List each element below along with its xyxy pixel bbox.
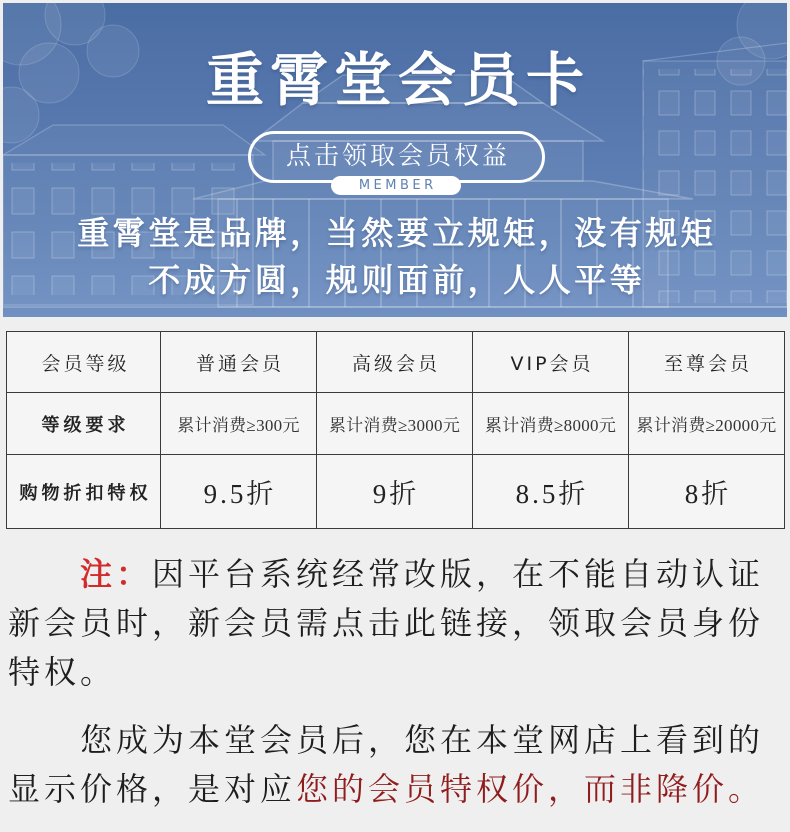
notice-line-2: 新会员时，新会员需点击此链接，领取会员身份	[8, 604, 765, 642]
statement-line-2	[8, 765, 790, 814]
row-header-requirement: 等级要求	[7, 393, 161, 455]
discount-vip: 8.5折	[473, 455, 629, 529]
tier-header-senior: 高级会员	[317, 332, 473, 393]
discount-supreme: 8折	[629, 455, 785, 529]
statement-line-2-text: 显示价格，是对应	[8, 770, 297, 808]
table-row	[7, 393, 785, 455]
notice-line-1-text: 因平台系统经常改版，在不能自动认证	[152, 555, 765, 593]
requirement-regular: 累计消费≥300元	[161, 393, 317, 455]
notice-label: 注：	[80, 555, 153, 593]
requirement-vip: 累计消费≥8000元	[473, 393, 629, 455]
table-header-row	[7, 332, 785, 393]
slogan-line-2: 不成方圆，规则面前，人人平等	[148, 261, 646, 299]
banner-slogan	[3, 210, 787, 304]
member-tag: MEMBER	[331, 176, 461, 195]
tier-header-vip: VIP会员	[473, 332, 629, 393]
table-row	[7, 455, 785, 529]
notice-line-3: 特权。	[8, 653, 117, 691]
discount-regular: 9.5折	[161, 455, 317, 529]
banner-title: 重霄堂会员卡	[205, 46, 590, 114]
tier-header-supreme: 至尊会员	[629, 332, 785, 393]
column-header-member-level: 会员等级	[7, 332, 161, 393]
tier-header-regular: 普通会员	[161, 332, 317, 393]
discount-senior: 9折	[317, 455, 473, 529]
notice-line-1	[8, 550, 790, 599]
slogan-line-1: 重霄堂是品牌，当然要立规矩，没有规矩	[77, 214, 717, 252]
member-price-highlight: 您的会员特权价，而非降价。	[296, 770, 765, 808]
statement-line-1: 您成为本堂会员后，您在本堂网店上看到的	[80, 721, 765, 759]
member-card-banner	[3, 3, 787, 317]
notice-paragraph	[8, 550, 790, 697]
requirement-senior: 累计消费≥3000元	[317, 393, 473, 455]
row-header-discount: 购物折扣特权	[7, 455, 161, 529]
price-statement-paragraph	[8, 716, 790, 814]
claim-membership-button[interactable]: 点击领取会员权益	[248, 131, 545, 183]
membership-tier-table	[6, 331, 785, 529]
requirement-supreme: 累计消费≥20000元	[629, 393, 785, 455]
